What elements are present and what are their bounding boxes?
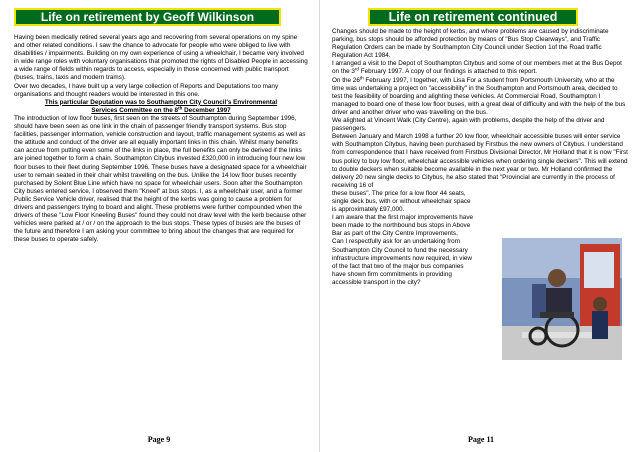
right-paragraph-5 bbox=[332, 133, 628, 214]
right-p2-pre: I arranged a visit to the Depot of Southampton Citybus and some of our members met at the Bus Depot on the 3 bbox=[332, 60, 622, 76]
right-p6-line-7: of the fact that two of the major bus companies bbox=[332, 262, 464, 270]
right-p6-line-1: I am aware that the first major improvements have bbox=[332, 214, 474, 222]
right-p5-full: Between January and March 1998 a further 20 low floor, wheelchair accessible buses will enter service with Southampton Citybus, having been purchased by Firstbus the new owners of Citybus. I understand from correspondence that I have received from Firstbus Divisional Director, Mr Holland that it is now "First bus policy to buy low floor, wheelchair accessible vehicles when ordering single deckers". This will extend to double deckers when suitable become available in the next year or two. Mr Holland confirmed the delivery 20 new single decks to Citybus, he also stated that "Provincial are currently in the process of receiving 16 of bbox=[332, 133, 628, 189]
right-paragraph-4: We alighted at Vincent Walk (City Centre), again with problems, despite the help of the driver and passengers. bbox=[332, 117, 605, 133]
deputation-heading-line2-post: December 1997 bbox=[182, 106, 231, 114]
deputation-body: The introduction of low floor buses, first seen on the streets of Southampton during September 1996, should have been seen as one link in the chain of passenger friendly transport systems. Bus stop facilities, passenger information, vehicle construction and layout, traffic management systems as well as the attitude and conduct of the driver are all equally important links in this chain. Whilst many benefits can accrue from putting even some of the links in place, the full benefits can only be derived if the links are joined together to form a chain. Southampton Citybus invested £320,000 in introducing four new low floor buses to their fleet during September 1996. These buses have a designated space for a wheelchair user to remain seated in their chair whilst travelling on the bus. Unlike the 14 low floor buses recently purchased by Solent Blue Line which have no space for wheelchair users. Soon after the Southampton City buses entered service, I observed them "Kneel" at bus stops. I, as a wheelchair user, and a former Public Service Vehicle driver, realised that the height of the kerbs was going to cause a problem for drivers and passengers trying to board and alight. These problems were further compounded when the drivers of these "Low Floor Kneeling Buses" found they could not draw level with the kerb because other vehicles were parked at / or / on the approach to the bus stops. These types of buses are the buses of the future and therefore I am asking your committee to bring about the changes that are required for these buses to operate safely. bbox=[14, 114, 307, 244]
right-paragraph-2 bbox=[332, 60, 628, 76]
photo-illustration bbox=[502, 238, 622, 360]
right-p3-sup: th bbox=[359, 75, 364, 81]
right-p6-line-8: have shown firm commitments in providing bbox=[332, 270, 452, 278]
page-9 bbox=[0, 0, 318, 452]
page-11 bbox=[322, 0, 640, 452]
page-gutter bbox=[319, 0, 320, 452]
right-paragraph-1: Changes should be made to the height of kerbs, and where problems are caused by indiscriminate parking, bus stops should be afforded protection by means of "Bus Stop Clearways", and Traffic Regulation Orders can be made by Southampton City Council under Section 1of the Road traffic Regulation Act 1984. bbox=[332, 28, 609, 60]
right-p5-wrap-3: is approximately £97,000. bbox=[332, 206, 405, 214]
page-number-right: Page 11 bbox=[468, 435, 494, 444]
intro-paragraph-2: Over two decades, I have built up a very large collection of Reports and Deputations too many organisations and thought readers would be interested in this one. bbox=[14, 82, 279, 98]
right-p6-line-3: Bar as part of the City Centre Improvements, bbox=[332, 230, 458, 238]
right-p6-line-9: accessible transport in the city? bbox=[332, 278, 421, 286]
right-title-banner: Life on retirement continued bbox=[368, 8, 578, 26]
right-paragraph-3 bbox=[332, 77, 628, 117]
wheelchair-bus-photo bbox=[502, 238, 622, 360]
right-p6-line-2: been made to the northbound bus stops in Above bbox=[332, 222, 471, 230]
right-p3-pre: On the 26 bbox=[332, 76, 360, 84]
page-number-left: Page 9 bbox=[147, 435, 171, 444]
right-p5-wrap-2: single deck bus, with or without wheelchair space bbox=[332, 197, 471, 205]
right-p2-post: February 1997. A copy of our findings is attached to this report. bbox=[358, 68, 538, 76]
deputation-heading bbox=[14, 99, 308, 115]
right-p6-line-6: infrastructure improvements now required, in view bbox=[332, 254, 472, 262]
deputation-heading-line1: This particular Deputation was to Southampton City Council's Environmental bbox=[44, 98, 278, 106]
left-page-body bbox=[14, 34, 308, 244]
right-p5-wrap-1: these buses". The price for a low floor 44 seats, bbox=[332, 189, 466, 197]
right-p2-sup: rd bbox=[354, 66, 359, 72]
left-title-banner: Life on retirement by Geoff Wilkinson bbox=[14, 8, 281, 26]
intro-paragraph-1: Having been medically retired several years ago and recovering from several operations on my spine and other related conditions. I saw the chance to advocate for people who were obliged to live with disabilities / impairments. Building on my own experience of using a wheelchair, I became very involved in wide range roles with voluntary organisations that promoted the rights of Disabled People in accessing a wide range of fields within regards to access, especially in those concerned with public transport (buses, trains, taxis and modern trams). bbox=[14, 34, 308, 82]
right-p6-line-4: Can I respectfully ask for an undertaking from bbox=[332, 238, 460, 246]
deputation-heading-sup: th bbox=[178, 105, 183, 111]
deputation-heading-line2-pre: Services Committee on the 8 bbox=[91, 106, 179, 114]
right-p3-post: February 1997, I together, with Lisa For a student from Portsmouth University, who at the time was undertaking a project on "accessibility" in the Southampton and Portsmouth area, decided to test the feasibility of boarding and alighting these vehicles. At Commercial Road, Southampton I managed to board one of these low floor buses, with a great deal of difficulty and with the help of the bus driver and another driver who was travelling on the bus. bbox=[332, 76, 626, 116]
right-p6-line-5: Southampton City Council to fund the necessary bbox=[332, 246, 468, 254]
